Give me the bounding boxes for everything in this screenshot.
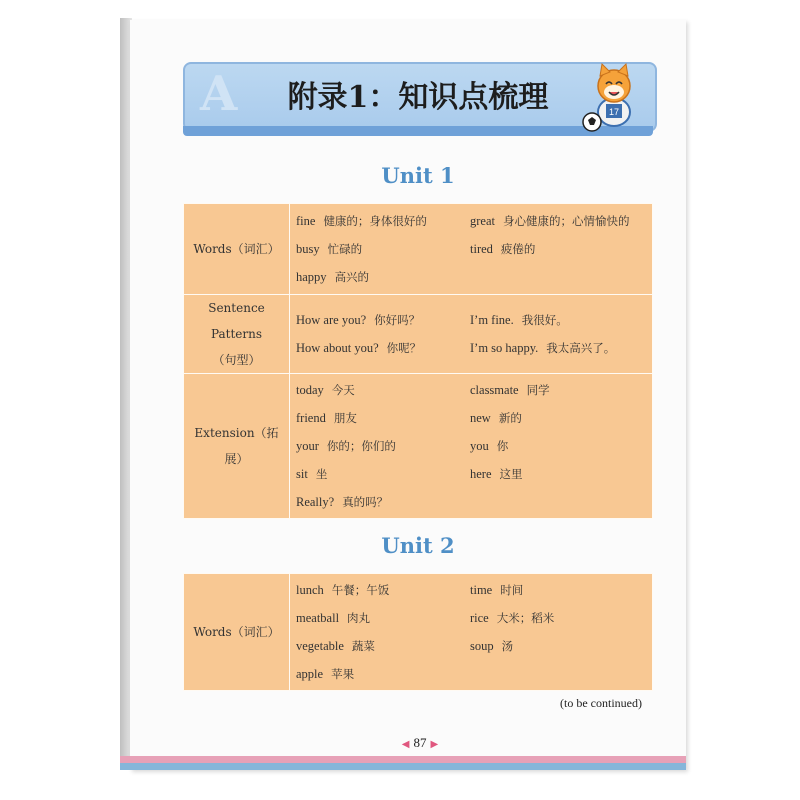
english-sentence: How are you? bbox=[296, 312, 367, 327]
chinese-meaning: 真的吗？ bbox=[342, 495, 389, 509]
chinese-meaning: 今天 bbox=[331, 383, 355, 397]
english-sentence: How about you? bbox=[296, 340, 379, 355]
chinese-meaning: 汤 bbox=[501, 639, 514, 653]
english-word: here bbox=[470, 466, 492, 481]
next-arrow-icon: ▶ bbox=[430, 739, 439, 750]
section-label-line: Sentence Patterns bbox=[208, 301, 265, 341]
unit-1-table bbox=[183, 203, 653, 519]
section-label bbox=[184, 295, 290, 374]
section-label: Words（词汇） bbox=[184, 574, 290, 691]
vocab-row bbox=[296, 235, 646, 263]
english-word: tired bbox=[470, 241, 493, 256]
page-number-value: 87 bbox=[413, 735, 427, 750]
chinese-meaning: 你好吗？ bbox=[374, 313, 421, 327]
vocab-row bbox=[296, 632, 646, 660]
english-sentence: I’m so happy. bbox=[470, 340, 539, 355]
section-content bbox=[290, 574, 653, 691]
section-label: Words（词汇） bbox=[184, 204, 290, 295]
english-word: your bbox=[296, 438, 319, 453]
chinese-meaning: 朋友 bbox=[333, 411, 357, 425]
chinese-meaning: 蔬菜 bbox=[351, 639, 375, 653]
chinese-meaning: 时间 bbox=[500, 583, 524, 597]
english-sentence: I’m fine. bbox=[470, 312, 514, 327]
chinese-meaning: 同学 bbox=[526, 383, 550, 397]
vocab-row bbox=[296, 404, 646, 432]
chinese-meaning: 大米；稻米 bbox=[496, 611, 555, 625]
english-word: friend bbox=[296, 410, 326, 425]
section-content bbox=[290, 295, 653, 374]
chinese-meaning: 身心健康的；心情愉快的 bbox=[502, 214, 630, 228]
vocab-row bbox=[296, 432, 646, 460]
chinese-meaning: 这里 bbox=[499, 467, 523, 481]
english-word: new bbox=[470, 410, 491, 425]
chinese-meaning: 苹果 bbox=[331, 667, 355, 681]
vocab-row bbox=[296, 460, 646, 488]
chinese-meaning: 高兴的 bbox=[334, 270, 370, 284]
vocab-row bbox=[296, 376, 646, 404]
english-word: busy bbox=[296, 241, 320, 256]
english-word: today bbox=[296, 382, 324, 397]
english-word: soup bbox=[470, 638, 494, 653]
chinese-meaning: 你呢？ bbox=[386, 341, 422, 355]
page-bottom-stripe bbox=[120, 756, 686, 770]
vocab-row bbox=[296, 604, 646, 632]
chinese-meaning: 你 bbox=[496, 439, 509, 453]
chinese-meaning: 你的；你们的 bbox=[326, 439, 396, 453]
english-word: Really? bbox=[296, 494, 335, 509]
unit-2-table bbox=[183, 573, 653, 691]
vocab-row bbox=[296, 207, 646, 235]
cat-mascot-icon bbox=[578, 62, 648, 134]
english-word: classmate bbox=[470, 382, 519, 397]
english-word: time bbox=[470, 582, 493, 597]
page-number bbox=[390, 735, 450, 751]
chinese-meaning: 午餐；午饭 bbox=[331, 583, 390, 597]
english-word: vegetable bbox=[296, 638, 344, 653]
vocab-row bbox=[296, 576, 646, 604]
section-content bbox=[290, 374, 653, 519]
table-row bbox=[184, 295, 653, 374]
chinese-meaning: 我很好。 bbox=[521, 313, 568, 327]
chinese-meaning: 肉丸 bbox=[347, 611, 371, 625]
chinese-meaning: 我太高兴了。 bbox=[546, 341, 616, 355]
table-row bbox=[184, 374, 653, 519]
chinese-meaning: 新的 bbox=[498, 411, 522, 425]
chinese-meaning: 忙碌的 bbox=[327, 242, 363, 256]
section-label-line: （句型） bbox=[212, 353, 261, 367]
english-word: sit bbox=[296, 466, 308, 481]
english-word: fine bbox=[296, 213, 316, 228]
table-row bbox=[184, 204, 653, 295]
to-be-continued-note: (to be continued) bbox=[560, 696, 642, 710]
svg-text:17: 17 bbox=[608, 107, 620, 117]
sentence-row bbox=[296, 334, 646, 362]
english-word: rice bbox=[470, 610, 489, 625]
vocab-row bbox=[296, 263, 646, 291]
english-word: apple bbox=[296, 666, 324, 681]
chinese-meaning: 疲倦的 bbox=[500, 242, 536, 256]
english-word: great bbox=[470, 213, 495, 228]
chinese-meaning: 健康的；身体很好的 bbox=[323, 214, 427, 228]
sentence-row bbox=[296, 306, 646, 334]
prev-arrow-icon: ◀ bbox=[401, 739, 410, 750]
english-word: meatball bbox=[296, 610, 340, 625]
english-word: lunch bbox=[296, 582, 324, 597]
section-label: Extension（拓展） bbox=[184, 374, 290, 519]
unit-1-title: Unit 1 bbox=[381, 163, 455, 188]
table-row bbox=[184, 574, 653, 691]
section-content bbox=[290, 204, 653, 295]
unit-2-title: Unit 2 bbox=[381, 533, 455, 558]
vocab-row bbox=[296, 488, 646, 516]
vocab-row bbox=[296, 660, 646, 688]
banner-letter-decoration: A bbox=[200, 66, 238, 122]
page-title: 附录1：知识点梳理 bbox=[287, 80, 549, 115]
english-word: happy bbox=[296, 269, 327, 284]
chinese-meaning: 坐 bbox=[315, 467, 328, 481]
english-word: you bbox=[470, 438, 489, 453]
